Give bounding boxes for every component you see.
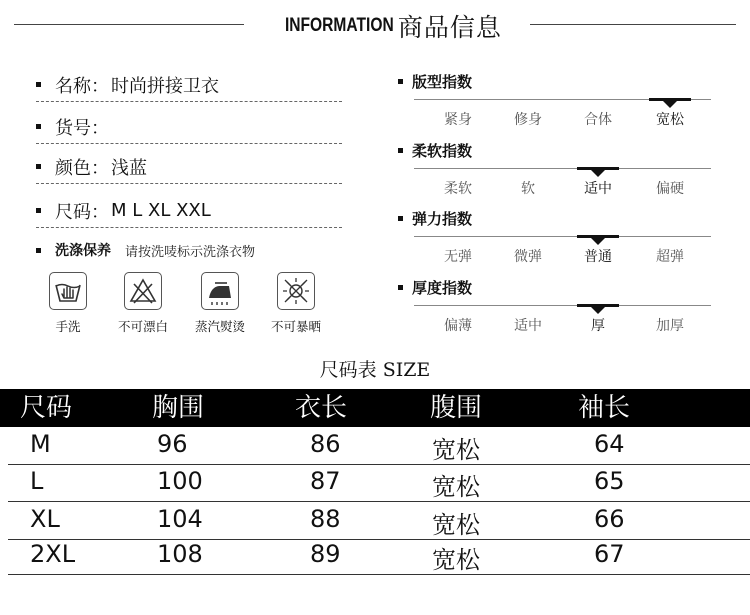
info-color-value: 浅蓝	[111, 157, 147, 179]
row-divider	[8, 574, 750, 575]
index-level-label: 超弹	[656, 249, 684, 265]
row-divider	[8, 539, 750, 540]
bullet-icon	[36, 164, 41, 169]
table-cell: XL	[30, 505, 60, 533]
bullet-icon	[36, 124, 41, 129]
index-level-label: 紧身	[444, 112, 472, 128]
bullet-icon	[398, 148, 403, 153]
bullet-icon	[398, 285, 403, 290]
table-cell: 100	[157, 467, 203, 495]
table-cell: 66	[594, 505, 625, 533]
index-title-text: 弹力指数	[412, 210, 473, 228]
steam-iron-icon	[201, 272, 239, 310]
index-title-text: 厚度指数	[412, 279, 473, 297]
care-steam-iron	[180, 272, 260, 335]
table-cell: M	[30, 430, 51, 458]
bullet-icon	[36, 208, 41, 213]
index-level-label: 偏硬	[656, 181, 684, 197]
info-row-name	[36, 68, 342, 102]
bullet-icon	[36, 82, 41, 87]
table-cell: 宽松	[432, 436, 480, 464]
no-bleach-icon	[124, 272, 162, 310]
table-cell: 宽松	[432, 546, 480, 574]
care-no-sun-dry	[256, 272, 336, 335]
table-cell: 65	[594, 467, 625, 495]
size-table-title: 尺码表 SIZE	[319, 359, 431, 381]
page-title	[255, 10, 520, 42]
index-scale-line	[414, 305, 711, 306]
index-level-label: 加厚	[656, 318, 684, 334]
index-level-label: 厚	[591, 318, 605, 334]
index-scale-line	[414, 168, 711, 169]
table-cell: 96	[157, 430, 188, 458]
row-divider	[8, 464, 750, 465]
index-selected-marker	[577, 235, 619, 238]
care-label: 不可暴晒	[270, 319, 321, 334]
header-cell: 袖长	[578, 393, 631, 423]
index-title	[398, 208, 472, 229]
bullet-icon	[398, 79, 403, 84]
index-level-label: 无弹	[444, 249, 472, 265]
index-selected-marker	[577, 167, 619, 170]
row-divider	[8, 501, 750, 502]
care-label: 蒸汽熨烫	[194, 319, 245, 334]
info-row-size	[36, 194, 342, 228]
index-selected-marker	[649, 98, 691, 101]
info-sku-label: 货号：	[55, 117, 109, 139]
index-level-label: 普通	[584, 249, 612, 265]
index-level-label: 微弹	[514, 249, 542, 265]
page-title-en: INFORMATION	[285, 15, 394, 36]
table-cell: 64	[594, 430, 625, 458]
bullet-icon	[398, 216, 403, 221]
header-cell: 胸围	[152, 393, 205, 423]
info-size-value: M L XL XXL	[111, 200, 211, 221]
table-cell: 88	[310, 505, 341, 533]
wash-care-title: 洗涤保养	[55, 243, 111, 259]
header-divider-right	[530, 24, 736, 25]
index-level-label: 宽松	[656, 112, 684, 128]
table-cell: 67	[594, 540, 625, 568]
index-title-text: 柔软指数	[412, 142, 473, 160]
care-label: 手洗	[55, 319, 81, 334]
index-level-label: 合体	[584, 112, 612, 128]
info-size-label: 尺码：	[55, 201, 109, 223]
info-row-sku	[36, 110, 342, 144]
table-cell: 87	[310, 467, 341, 495]
size-table-header	[0, 389, 750, 427]
index-title	[398, 277, 472, 298]
info-color-label: 颜色：	[55, 157, 109, 179]
table-cell: 104	[157, 505, 203, 533]
header-cell: 腹围	[430, 393, 483, 423]
index-level-label: 柔软	[444, 181, 472, 197]
table-cell: 2XL	[30, 540, 76, 568]
care-no-bleach	[103, 272, 183, 335]
header-divider-left	[14, 24, 244, 25]
index-level-label: 偏薄	[444, 318, 472, 334]
index-level-label: 适中	[584, 181, 612, 197]
table-cell: L	[30, 467, 44, 495]
info-row-color	[36, 150, 342, 184]
header-cell: 衣长	[295, 393, 348, 423]
no-sun-dry-icon	[277, 272, 315, 310]
table-cell: 108	[157, 540, 203, 568]
info-name-label: 名称：	[55, 75, 109, 97]
index-level-label: 软	[521, 181, 535, 197]
wash-care-note: 请按洗唛标示洗涤衣物	[125, 244, 256, 260]
index-title	[398, 140, 472, 161]
care-label: 不可漂白	[117, 319, 168, 334]
table-cell: 89	[310, 540, 341, 568]
table-cell: 86	[310, 430, 341, 458]
index-selected-marker	[577, 304, 619, 307]
index-level-label: 修身	[514, 112, 542, 128]
index-level-label: 适中	[514, 318, 542, 334]
wash-care-header	[36, 240, 255, 260]
page-title-zh: 商品信息	[397, 13, 502, 42]
index-title-text: 版型指数	[412, 73, 473, 91]
info-name-value: 时尚拼接卫衣	[111, 75, 219, 97]
index-title	[398, 71, 472, 92]
care-hand-wash	[28, 272, 108, 335]
index-scale-line	[414, 236, 711, 237]
table-cell: 宽松	[432, 511, 480, 539]
bullet-icon	[36, 248, 41, 253]
hand-wash-icon	[49, 272, 87, 310]
header-cell: 尺码	[20, 393, 73, 423]
table-cell: 宽松	[432, 473, 480, 501]
